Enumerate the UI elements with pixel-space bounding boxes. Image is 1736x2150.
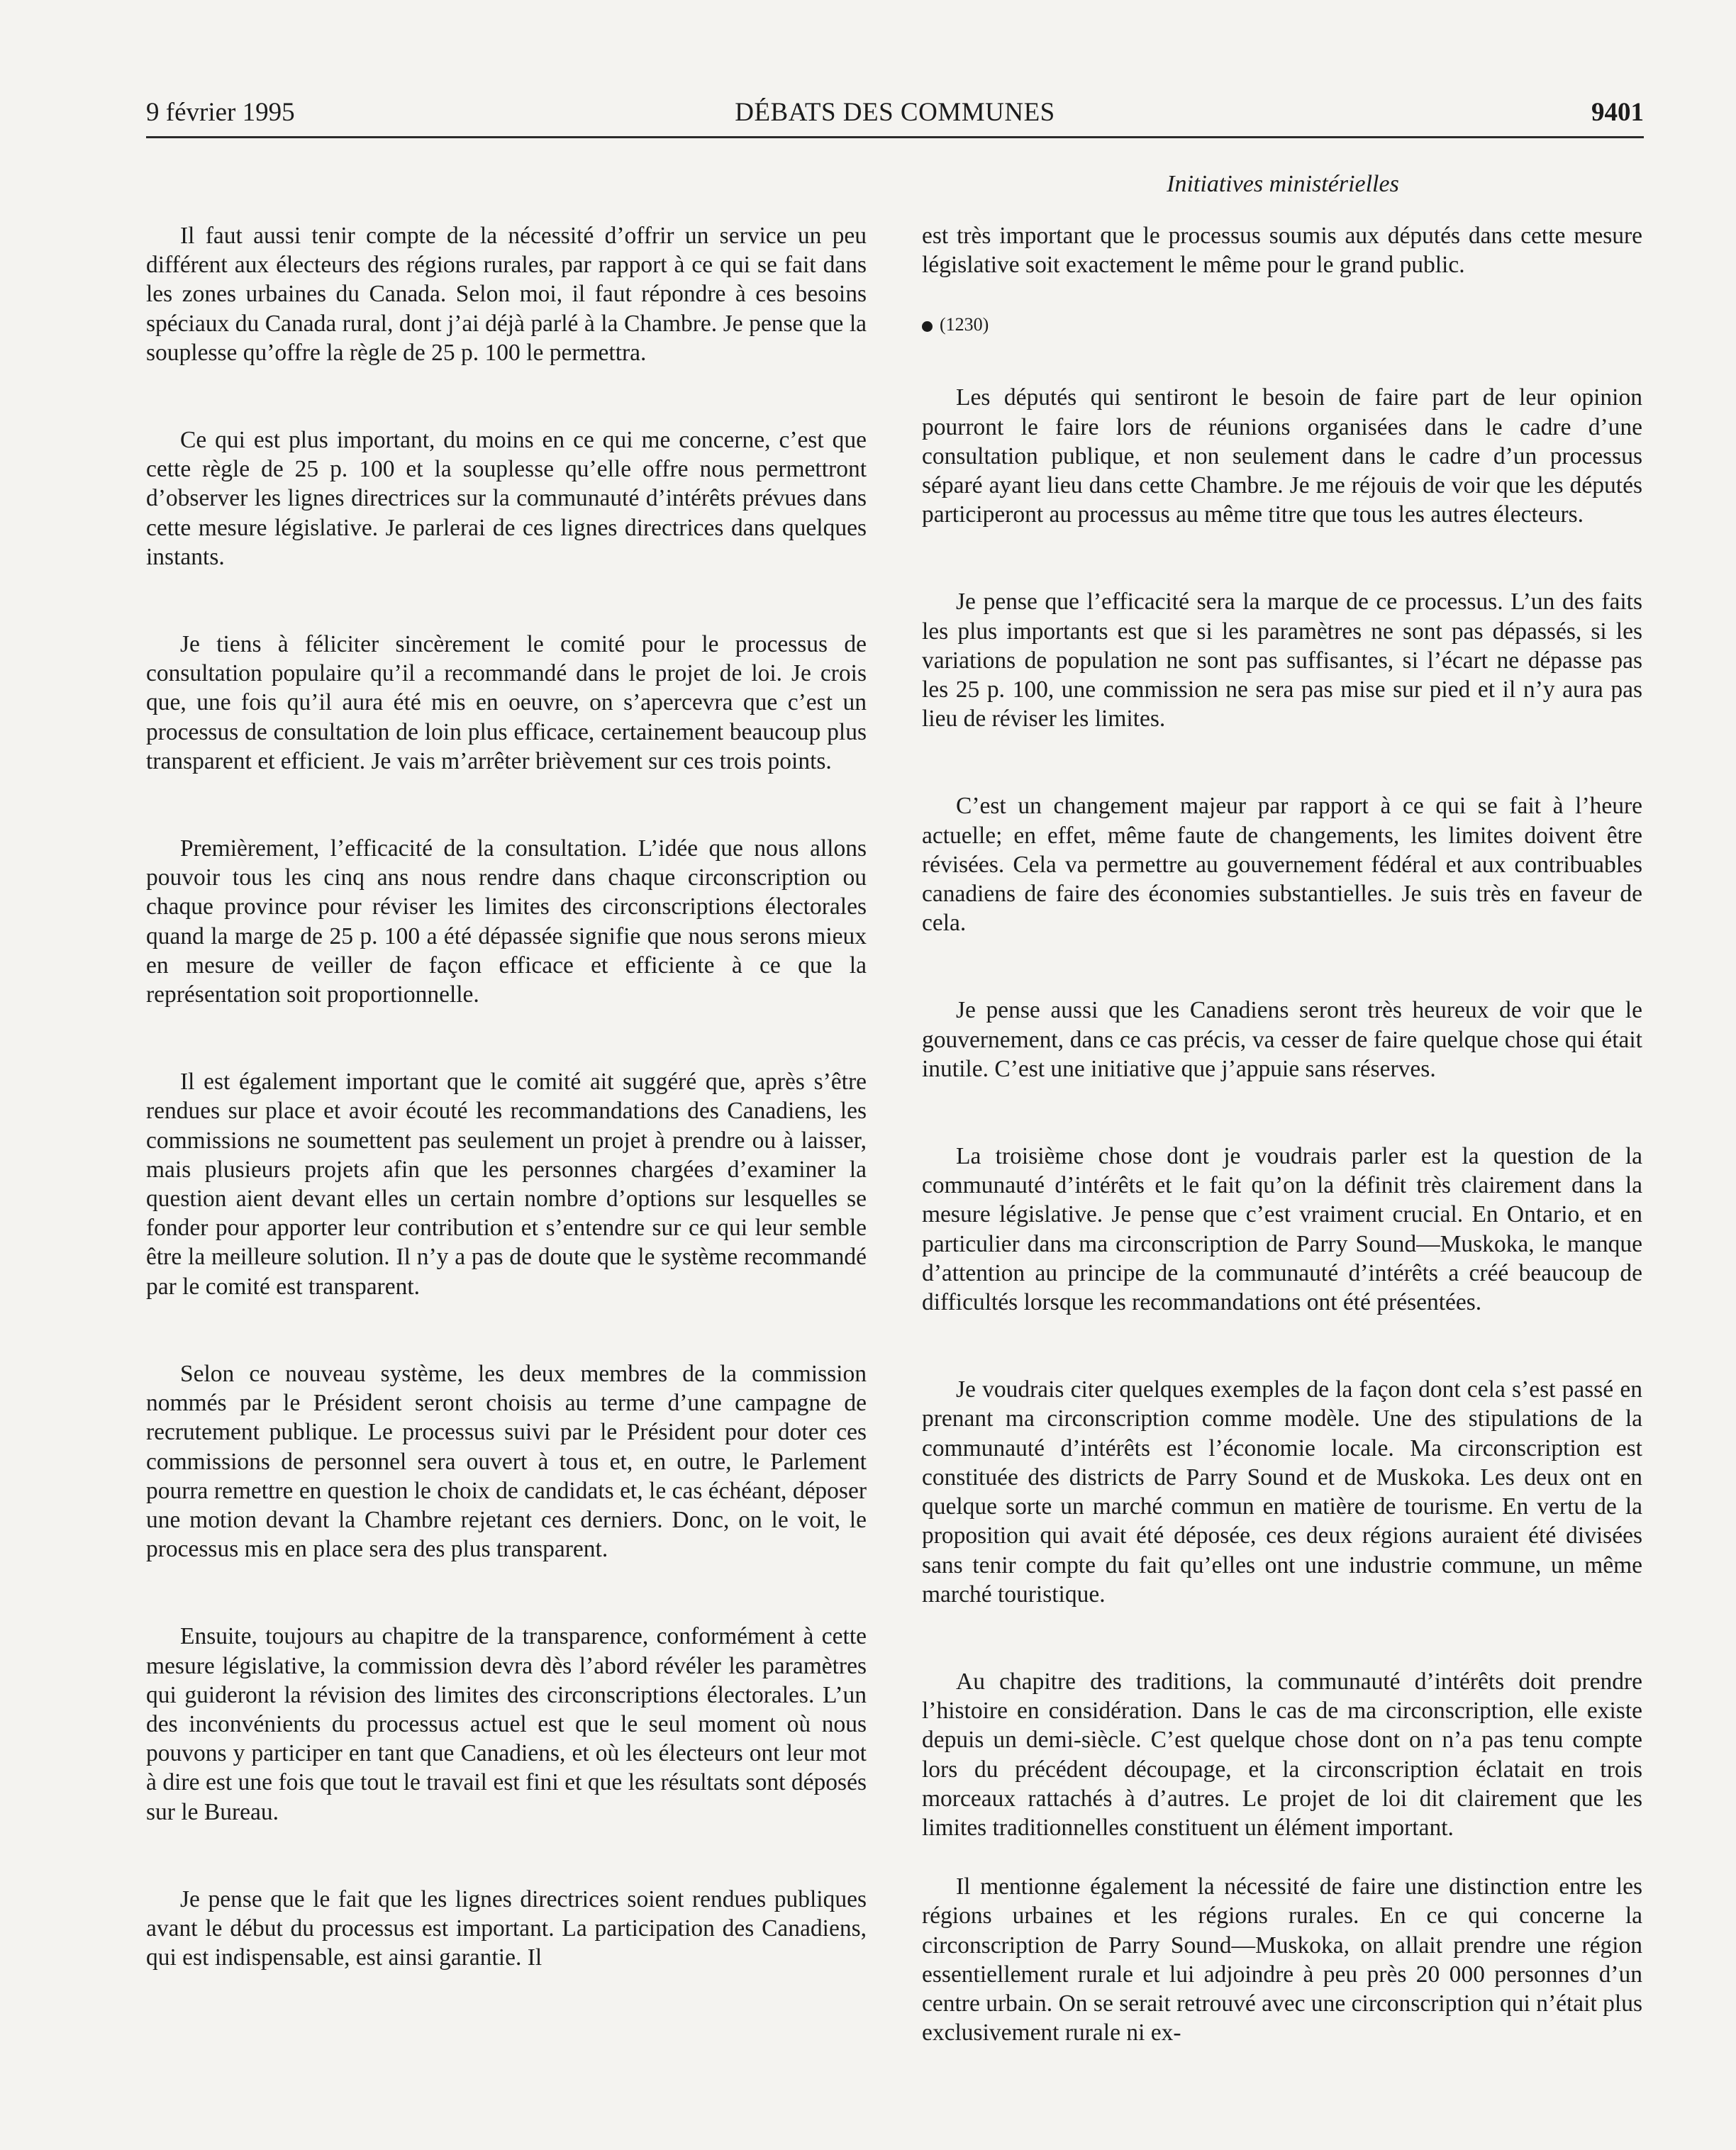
paragraph: Je pense aussi que les Canadiens seront très heureux de voir que le gouvernement, dans ce cas précis, va cesser de faire quelque chose qui était inutile. C’est une initiative que j’appuie sans réserves. (922, 997, 1642, 1082)
paragraph: C’est un changement majeur par rapport à ce qui se fait à l’heure actuelle; en effet, même faute de changements, les limites doivent être révisées. Cela va permettre au gouvernement fédéral et aux contribuables canadiens de faire des économies substantielles. Je suis très en faveur de cela. (922, 793, 1642, 937)
paragraph: Ce qui est plus important, du moins en ce qui me concerne, c’est que cette règle de 25 p. 100 et la souplesse qu’elle offre nous permettront d’observer les lignes directrices sur la communauté d’intérêts prévues dans cette mesure législative. Je parlerai de ces lignes directrices dans quelques instants. (146, 427, 867, 570)
paragraph: Premièrement, l’efficacité de la consultation. L’idée que nous allons pouvoir tous les cinq ans nous rendre dans chaque circonscription ou chaque province pour réviser les limites des circonscriptions électorales quand la marge de 25 p. 100 a été dépassée signifie que nous serons mieux en mesure de veiller de façon efficace et efficiente à ce que la représentation soit proportionnelle. (146, 835, 867, 1008)
time-marker-text: (1230) (940, 314, 989, 335)
publication-title: DÉBATS DES COMMUNES (735, 98, 1055, 127)
paragraph: Je tiens à féliciter sincèrement le comité pour le processus de consultation populaire qu’il a recommandé dans le projet de loi. Je crois que, une fois qu’il aura été mis en oeuvre, on s’apercevra que c’est un processus de consultation de loin plus efficace, certainement beaucoup plus transparent et efficient. Je vais m’arrêter brièvement sur ces trois points. (146, 631, 867, 774)
header-date: 9 février 1995 (146, 98, 295, 127)
paragraph: Ensuite, toujours au chapitre de la transparence, conformément à cette mesure législative, la commission devra dès l’abord révéler les paramètres qui guideront la révision des limites des circonscriptions électorales. L’un des inconvénients du processus actuel est que le seul moment où nous pouvons y participer en tant que Canadiens, et où les électeurs ont leur mot à dire est une fois que tout le travail est fini et que les résultats sont déposés sur le Bureau. (146, 1623, 867, 1825)
paragraph: Au chapitre des traditions, la communauté d’intérêts doit prendre l’histoire en considération. Dans le cas de ma circonscription, elle existe depuis un demi-siècle. C’est quelque chose dont on n’a pas tenu compte lors du précédent découpage, et la circonscription éclatait en trois morceaux rattachés à d’autres. Le projet de loi dit clairement que les limites traditionnelles constituent un élément important. (922, 1668, 1642, 1841)
left-column (146, 221, 867, 1972)
paragraph: Je voudrais citer quelques exemples de la façon dont cela s’est passé en prenant ma circonscription comme modèle. Une des stipulations de la communauté d’intérêts est l’économie locale. Ma circonscription est constituée des districts de Parry Sound et de Muskoka. Les deux ont en quelque sorte un marché commun en matière de tourisme. En vertu de la proposition qui avait été déposée, ces deux régions auraient été divisées sans tenir compte du fait qu’elles ont une industrie commune, un même marché touristique. (922, 1376, 1642, 1608)
paragraph: Je pense que le fait que les lignes directrices soient rendues publiques avant le début du processus est important. La participation des Canadiens, qui est indispensable, est ainsi garantie. Il (146, 1886, 867, 1971)
paragraph: Il est également important que le comité ait suggéré que, après s’être rendues sur place et avoir écouté les recommandations des Canadiens, les commissions ne soumettent pas seulement un projet à prendre ou à laisser, mais plusieurs projets afin que les personnes chargées d’examiner la question aient devant elles un certain nombre d’options sur lesquelles se fonder pour apporter leur contribution et s’entendre sur ce qui leur semble être la meilleure solution. Il n’y a pas de doute que le système recommandé par le comité est transparent. (146, 1069, 867, 1300)
page-header (146, 91, 1644, 135)
bullet-icon (922, 321, 933, 332)
section-heading: Initiatives ministérielles (1167, 171, 1399, 197)
header-rule (146, 136, 1644, 138)
paragraph: Il faut aussi tenir compte de la nécessité d’offrir un service un peu différent aux électeurs des régions rurales, par rapport à ce qui se fait dans les zones urbaines du Canada. Selon moi, il faut répondre à ces besoins spéciaux du Canada rural, dont j’ai déjà parlé à la Chambre. Je pense que la souplesse qu’offre la règle de 25 p. 100 le permettra. (146, 223, 867, 366)
paragraph: Selon ce nouveau système, les deux membres de la commission nommés par le Président seront choisis au terme d’une campagne de recrutement publique. Le processus suivi par le Président pour doter ces commissions de personnel sera ouvert à tous et, en outre, le Parlement pourra remettre en question le choix de candidats et, le cas échéant, déposer une motion devant la Chambre rejetant ces derniers. Donc, on le voit, le processus mis en place sera des plus transparent. (146, 1360, 867, 1563)
page-number: 9401 (1591, 98, 1644, 127)
right-column (922, 221, 1642, 2047)
paragraph: Je pense que l’efficacité sera la marque de ce processus. L’un des faits les plus importants est que si les paramètres ne sont pas dépassés, si les variations de population ne sont pas suffisantes, si l’écart ne dépasse pas les 25 p. 100, une commission ne sera pas mise sur pied et il n’y aura pas lieu de réviser les limites. (922, 589, 1642, 733)
time-marker (922, 311, 1642, 339)
paragraph: Les députés qui sentiront le besoin de faire part de leur opinion pourront le faire lors de réunions organisées dans le cadre d’une consultation publique, et non seulement dans le cadre d’un processus séparé ayant lieu dans cette Chambre. Je me réjouis de voir que les députés participeront au processus au même titre que tous les autres électeurs. (922, 384, 1642, 528)
paragraph: Il mentionne également la nécessité de faire une distinction entre les régions urbaines et les régions rurales. En ce qui concerne la circonscription de Parry Sound—Muskoka, on allait prendre une région essentiellement rurale et lui adjoindre à peu près 20 000 personnes d’un centre urbain. On se serait retrouvé avec une circonscription qui n’était plus exclusivement rurale ni ex- (922, 1873, 1642, 2046)
paragraph: La troisième chose dont je voudrais parler est la question de la communauté d’intérêts et le fait qu’on la définit très clairement dans la mesure législative. Je pense que c’est vraiment crucial. En Ontario, et en particulier dans ma circonscription de Parry Sound—Muskoka, le manque d’attention au principe de la communauté d’intérêts a créé beaucoup de difficultés lorsque les recommandations ont été présentées. (922, 1143, 1642, 1316)
continued-paragraph: est très important que le processus soumis aux députés dans cette mesure législative soit exactement le même pour le grand public. (922, 223, 1642, 279)
